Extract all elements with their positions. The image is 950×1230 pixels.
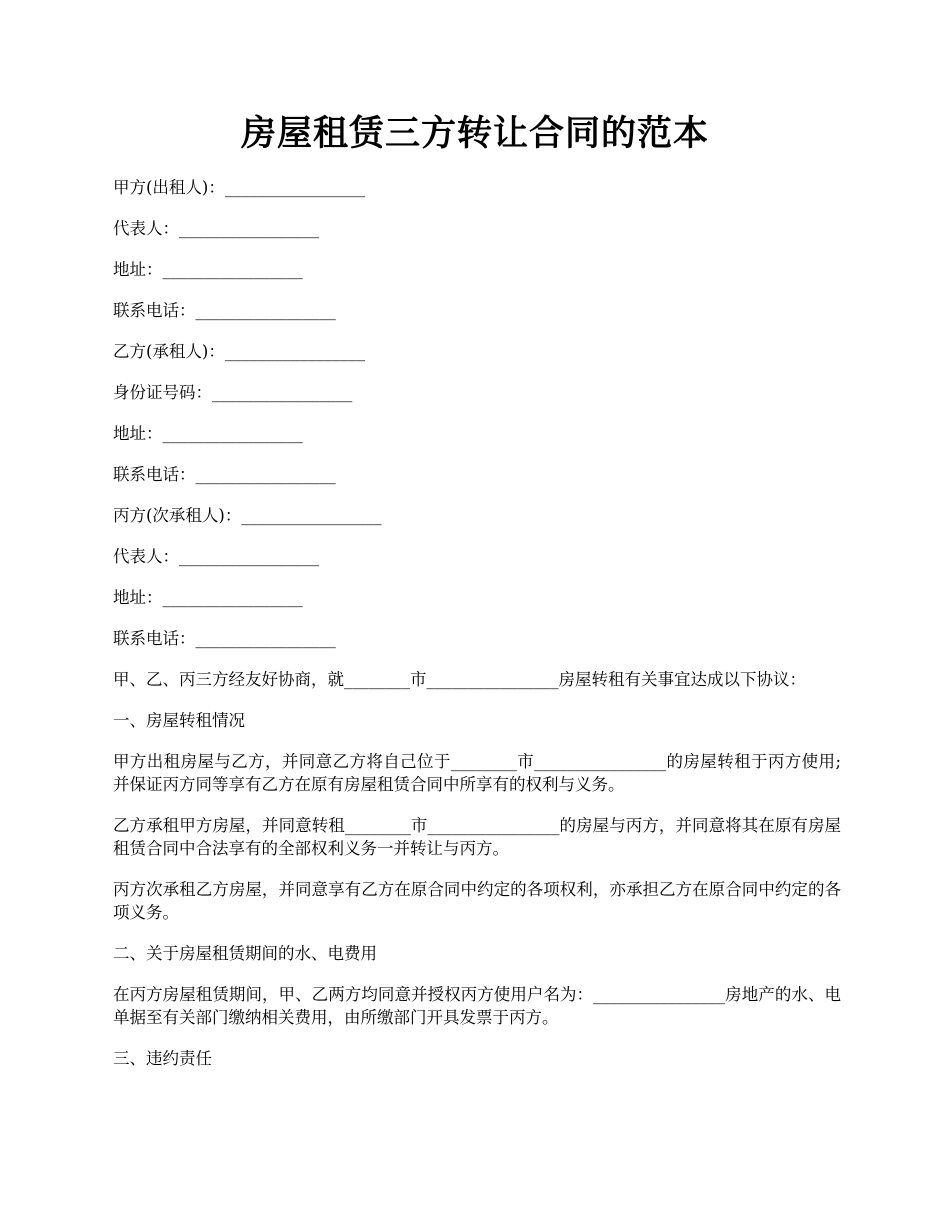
field-party-b-address: 地址：_________________: [113, 424, 303, 443]
document-title: 房屋租赁三方转让合同的范本: [240, 113, 709, 154]
document-body: [113, 176, 841, 1088]
field-party-b-phone: 联系电话：_________________: [113, 465, 336, 484]
field-party-c-address: 地址：_________________: [113, 588, 303, 607]
field-party-b-id-number: 身份证号码：_________________: [113, 383, 353, 402]
field-party-c-representative: 代表人：_________________: [113, 547, 320, 566]
field-party-a-address: 地址：_________________: [113, 260, 303, 279]
field-party-a: 甲方(出租人)：_________________: [113, 178, 366, 197]
field-party-c-phone: 联系电话：_________________: [113, 629, 336, 648]
field-party-a-phone: 联系电话：_________________: [113, 301, 336, 320]
field-party-c: 丙方(次承租人)：_________________: [113, 506, 382, 525]
section-1-paragraph-1: 甲方出租房屋与乙方，并同意乙方将自己位于________市________________的房屋转租于丙方使用;并保证丙方同等享有乙方在原有房屋租赁合同中所享有的权利与义务。: [113, 752, 841, 794]
section-2-paragraph-1: 在丙方房屋租赁期间，甲、乙两方均同意并授权丙方使用户名为：________________房地产的水、电单据至有关部门缴纳相关费用，由所缴部门开具发票于丙方。: [113, 985, 841, 1027]
section-1-paragraph-3: 丙方次承租乙方房屋，并同意享有乙方在原合同中约定的各项权利，亦承担乙方在原合同中约定的各项义务。: [113, 880, 841, 922]
section-2-heading: 二、关于房屋租赁期间的水、电费用: [113, 944, 377, 963]
section-1-paragraph-2: 乙方承租甲方房屋，并同意转租________市________________的房屋与丙方，并同意将其在原有房屋租赁合同中合法享有的全部权利义务一并转让与丙方。: [113, 816, 841, 858]
section-3-heading: 三、违约责任: [113, 1049, 212, 1068]
field-party-a-representative: 代表人：_________________: [113, 219, 320, 238]
field-party-b: 乙方(承租人)：_________________: [113, 342, 366, 361]
intro-paragraph: 甲、乙、丙三方经友好协商，就________市________________房屋转租有关事宜达成以下协议：: [113, 670, 806, 689]
section-1-heading: 一、房屋转租情况: [113, 711, 245, 730]
